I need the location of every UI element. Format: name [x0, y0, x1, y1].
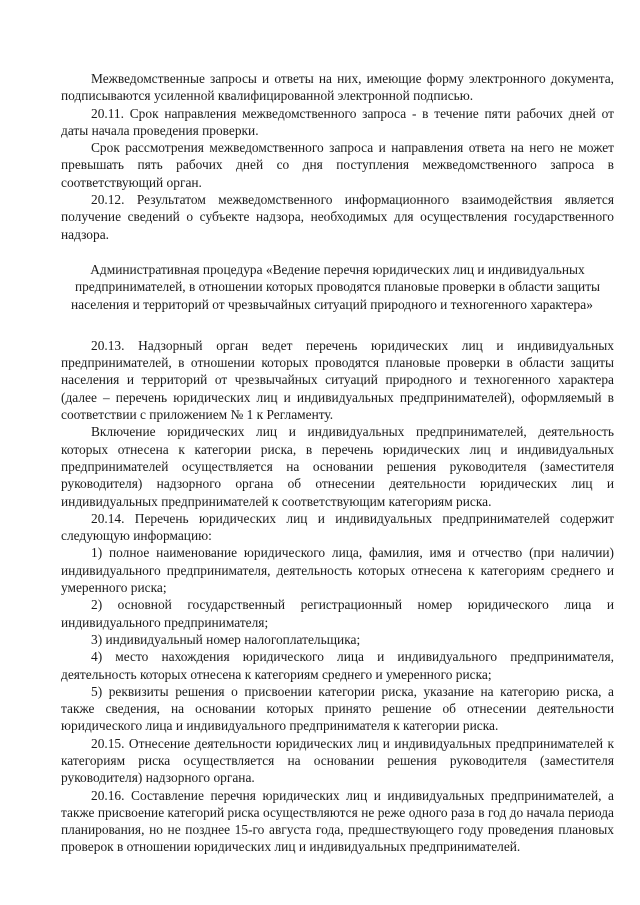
paragraph-electronic-requests: Межведомственные запросы и ответы на них, имеющие форму электронного документа, подписываются усиленной квалифицированной электронной подписью. [61, 71, 614, 104]
paragraph-20-14: 20.14. Перечень юридических лиц и индивидуальных предпринимателей содержит следующую информацию: [61, 510, 614, 544]
section-title: Административная процедура «Ведение перечня юридических лиц и индивидуальных предпринимателей, в отношении которых проводятся плановые проверки в области защиты населения и территорий от чрезвычайных ситуаций природного и техногенного характера» [71, 261, 601, 312]
paragraph-20-16: 20.16. Составление перечня юридических лиц и индивидуальных предпринимателей, а также присвоение категорий риска осуществляются не реже одного раза в год до начала периода планирования, но не позднее 15-го августа года, предшествующего году проведения плановых проверок в отношении юридических лиц и индивидуальных предпринимателей. [61, 787, 614, 855]
list-item-5: 5) реквизиты решения о присвоении категории риска, указание на категорию риска, а также сведения, на основании которых принято решение об отнесении деятельности юридического лица и индивидуального предпринимателя к категории риска. [61, 683, 614, 734]
paragraph-inclusion: Включение юридических лиц и индивидуальных предпринимателей, деятельность которых отнесена к категории риска, в перечень юридических лиц и индивидуальных предпринимателей осуществляется на основании решения руководителя (заместителя руководителя) надзорного органа об отнесении деятельности юридических лиц и индивидуальных предпринимателей к соответствующим категориям риска. [61, 424, 614, 509]
paragraph-review-term: Срок рассмотрения межведомственного запроса и направления ответа на него не может превышать пять рабочих дней со дня поступления межведомственного запроса в соответствующий орган. [61, 140, 614, 190]
list-item-3: 3) индивидуальный номер налогоплательщика; [91, 631, 361, 647]
list-item-1: 1) полное наименование юридического лица, фамилия, имя и отчество (при наличии) индивидуального предпринимателя, деятельность которых отнесена к категориям среднего и умеренного риска; [61, 545, 614, 596]
paragraph-20-13: 20.13. Надзорный орган ведет перечень юридических лиц и индивидуальных предпринимателей, в отношении которых проводятся плановые проверки в области защиты населения и территорий от чрезвычайных ситуаций природного и техногенного характера (далее – перечень юридических лиц и индивидуальных предпринимателей), оформляемый в соответствии с приложением № 1 к Регламенту. [61, 337, 614, 423]
list-item-2: 2) основной государственный регистрационный номер юридического лица и индивидуального предпринимателя; [61, 597, 614, 630]
paragraph-20-11: 20.11. Срок направления межведомственного запроса - в течение пяти рабочих дней от даты начала проведения проверки. [61, 105, 614, 138]
paragraph-20-15: 20.15. Отнесение деятельности юридических лиц и индивидуальных предпринимателей к категориям риска осуществляется на основании решения руководителя (заместителя руководителя) надзорного органа. [61, 735, 614, 786]
paragraph-20-12: 20.12. Результатом межведомственного информационного взаимодействия является получение сведений о субъекте надзора, необходимых для осуществления государственного надзора. [61, 192, 614, 242]
list-item-4: 4) место нахождения юридического лица и индивидуального предпринимателя, деятельность которых отнесена к категориям среднего и умеренного риска; [61, 649, 614, 682]
